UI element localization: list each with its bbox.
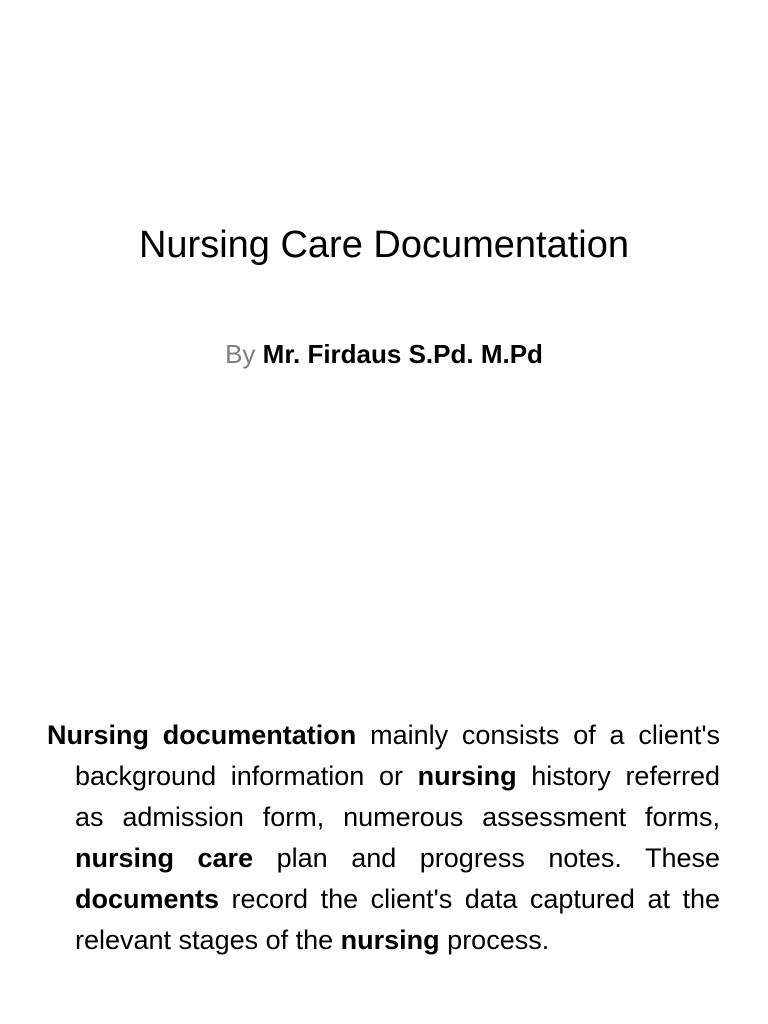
by-label: By [225,339,256,369]
author-name: Mr. Firdaus S.Pd. M.Pd [262,339,543,369]
bold-segment: nursing [340,925,440,955]
bold-segment: Nursing documentation [47,720,357,750]
byline [0,336,768,372]
text-segment: process. [439,925,550,955]
slide-title: Nursing Care Documentation [138,224,629,266]
bold-segment: documents [75,884,220,914]
bold-segment: nursing [417,761,517,791]
body-paragraph [47,715,720,961]
bold-segment: nursing care [75,843,254,873]
text-segment: plan and progress notes. These [253,843,720,873]
text-segment: history referred as admission form, numerous assessment forms, [75,761,720,832]
content-slide [0,690,768,1024]
text-segment: record the client's data captured at the relevant stages of the [75,884,720,955]
text-segment: mainly consists of a client's background information or [75,720,721,791]
